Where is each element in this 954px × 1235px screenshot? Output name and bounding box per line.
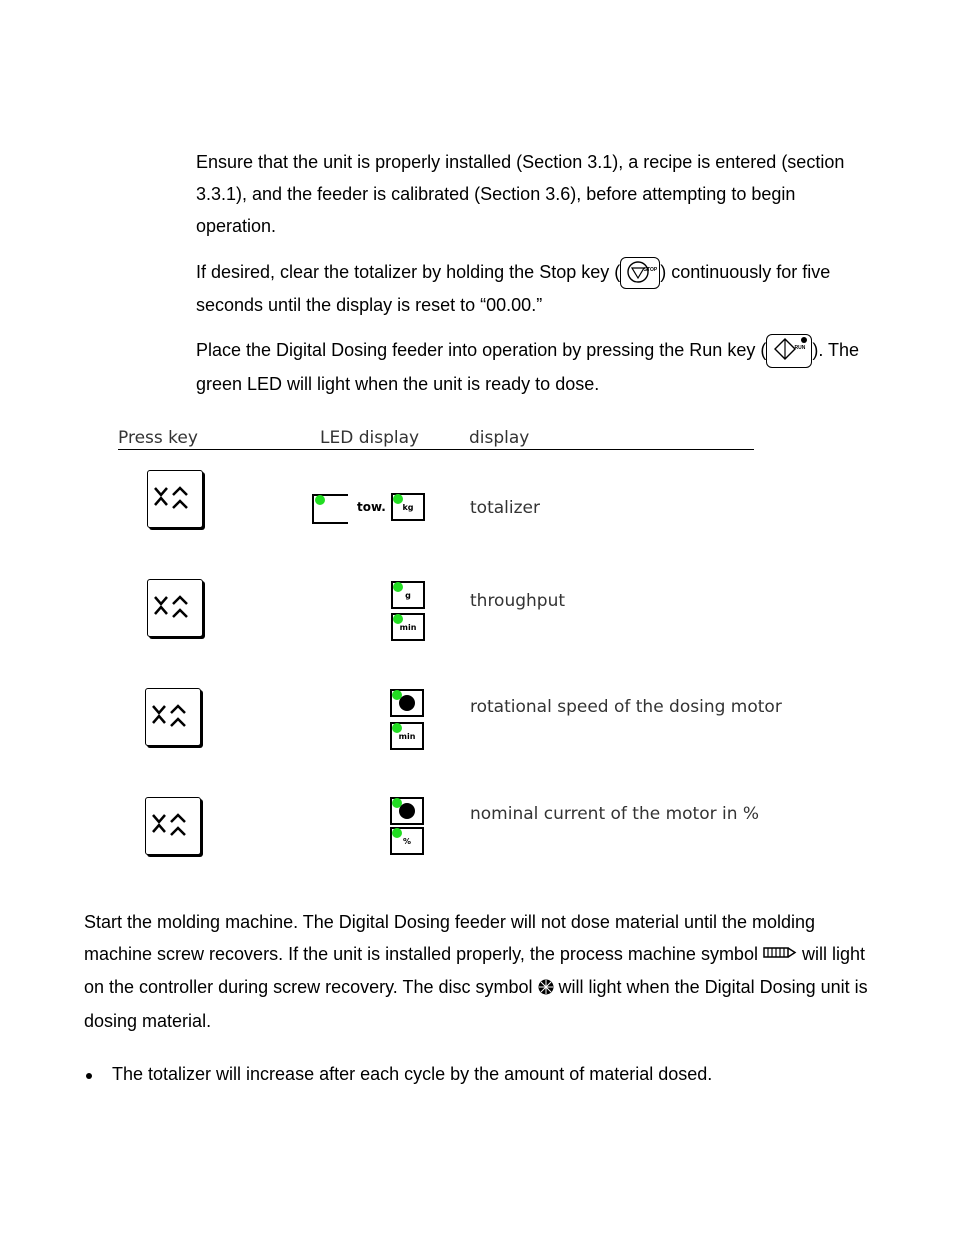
display-label: throughput	[470, 591, 566, 611]
intro-p3-text-a: Place the Digital Dosing feeder into operation by pressing the Run key (	[196, 340, 767, 360]
disc-symbol-icon	[538, 973, 554, 1005]
display-label: rotational speed of the dosing motor	[470, 697, 782, 717]
scroll-arrows-icon	[151, 703, 195, 729]
process-machine-icon	[763, 939, 797, 971]
led-unit-label: g	[405, 590, 411, 600]
bullet-dot	[86, 1073, 92, 1079]
body-text-a: Start the molding machine. The Digital Dosing feeder will not dose material until the molding machine screw recovers. If the unit is installed properly, the process machine symbol	[84, 912, 816, 964]
intro-p2-text-a: If desired, clear the totalizer by holding the Stop key (	[196, 262, 621, 282]
led-unit-label: %	[402, 836, 411, 846]
body-paragraph	[84, 906, 874, 1037]
scroll-arrows-icon	[153, 485, 197, 511]
led-indicator	[392, 723, 402, 733]
intro-paragraph-1: Ensure that the unit is properly installed (Section 3.1), a recipe is entered (section 3.3.1), and the feeder is calibrated (Section 3.6), before attempting to begin operation.	[196, 152, 845, 236]
scroll-arrows-icon	[153, 594, 197, 620]
run-key-icon	[766, 334, 812, 368]
header-press-key: Press key	[118, 428, 198, 448]
stop-key-caption: STOP	[643, 267, 658, 274]
intro-paragraph-2	[196, 256, 876, 321]
body-text-c: will light when the Digital Dosing unit is dosing material.	[84, 977, 868, 1031]
scroll-key-button	[145, 797, 201, 855]
display-label: totalizer	[470, 498, 540, 518]
header-divider	[118, 449, 754, 450]
header-display: display	[469, 428, 530, 448]
led-indicator	[315, 495, 325, 505]
led-unit-label: min	[399, 622, 417, 632]
led-prefix-label: tow.	[357, 500, 386, 514]
body-text-b: will light on the controller during screw recovery. The disc symbol	[84, 944, 865, 998]
led-indicator	[393, 582, 403, 592]
run-key-caption: RUN	[794, 345, 806, 352]
scroll-arrows-icon	[151, 812, 195, 838]
stop-key-icon	[620, 257, 660, 289]
display-label: nominal current of the motor in %	[470, 804, 760, 824]
led-unit-label: min	[398, 731, 416, 741]
led-unit-label: kg	[402, 502, 414, 512]
led-indicator	[393, 614, 403, 624]
intro-p3-text-b: ). The green LED will light when the unit is ready to dose.	[196, 340, 860, 395]
led-indicator	[392, 828, 402, 838]
scroll-key-button	[147, 470, 203, 528]
header-led-display: LED display	[320, 428, 420, 448]
led-indicator	[392, 798, 402, 808]
led-indicator	[393, 494, 403, 504]
intro-p2-text-b: ) continuously for five seconds until the display is reset to “00.00.”	[196, 262, 831, 316]
intro-paragraph-3	[196, 334, 876, 400]
bullet-text: The totalizer will increase after each cycle by the amount of material dosed.	[112, 1064, 713, 1084]
led-indicator	[392, 690, 402, 700]
scroll-key-button	[147, 579, 203, 637]
scroll-key-button	[145, 688, 201, 746]
